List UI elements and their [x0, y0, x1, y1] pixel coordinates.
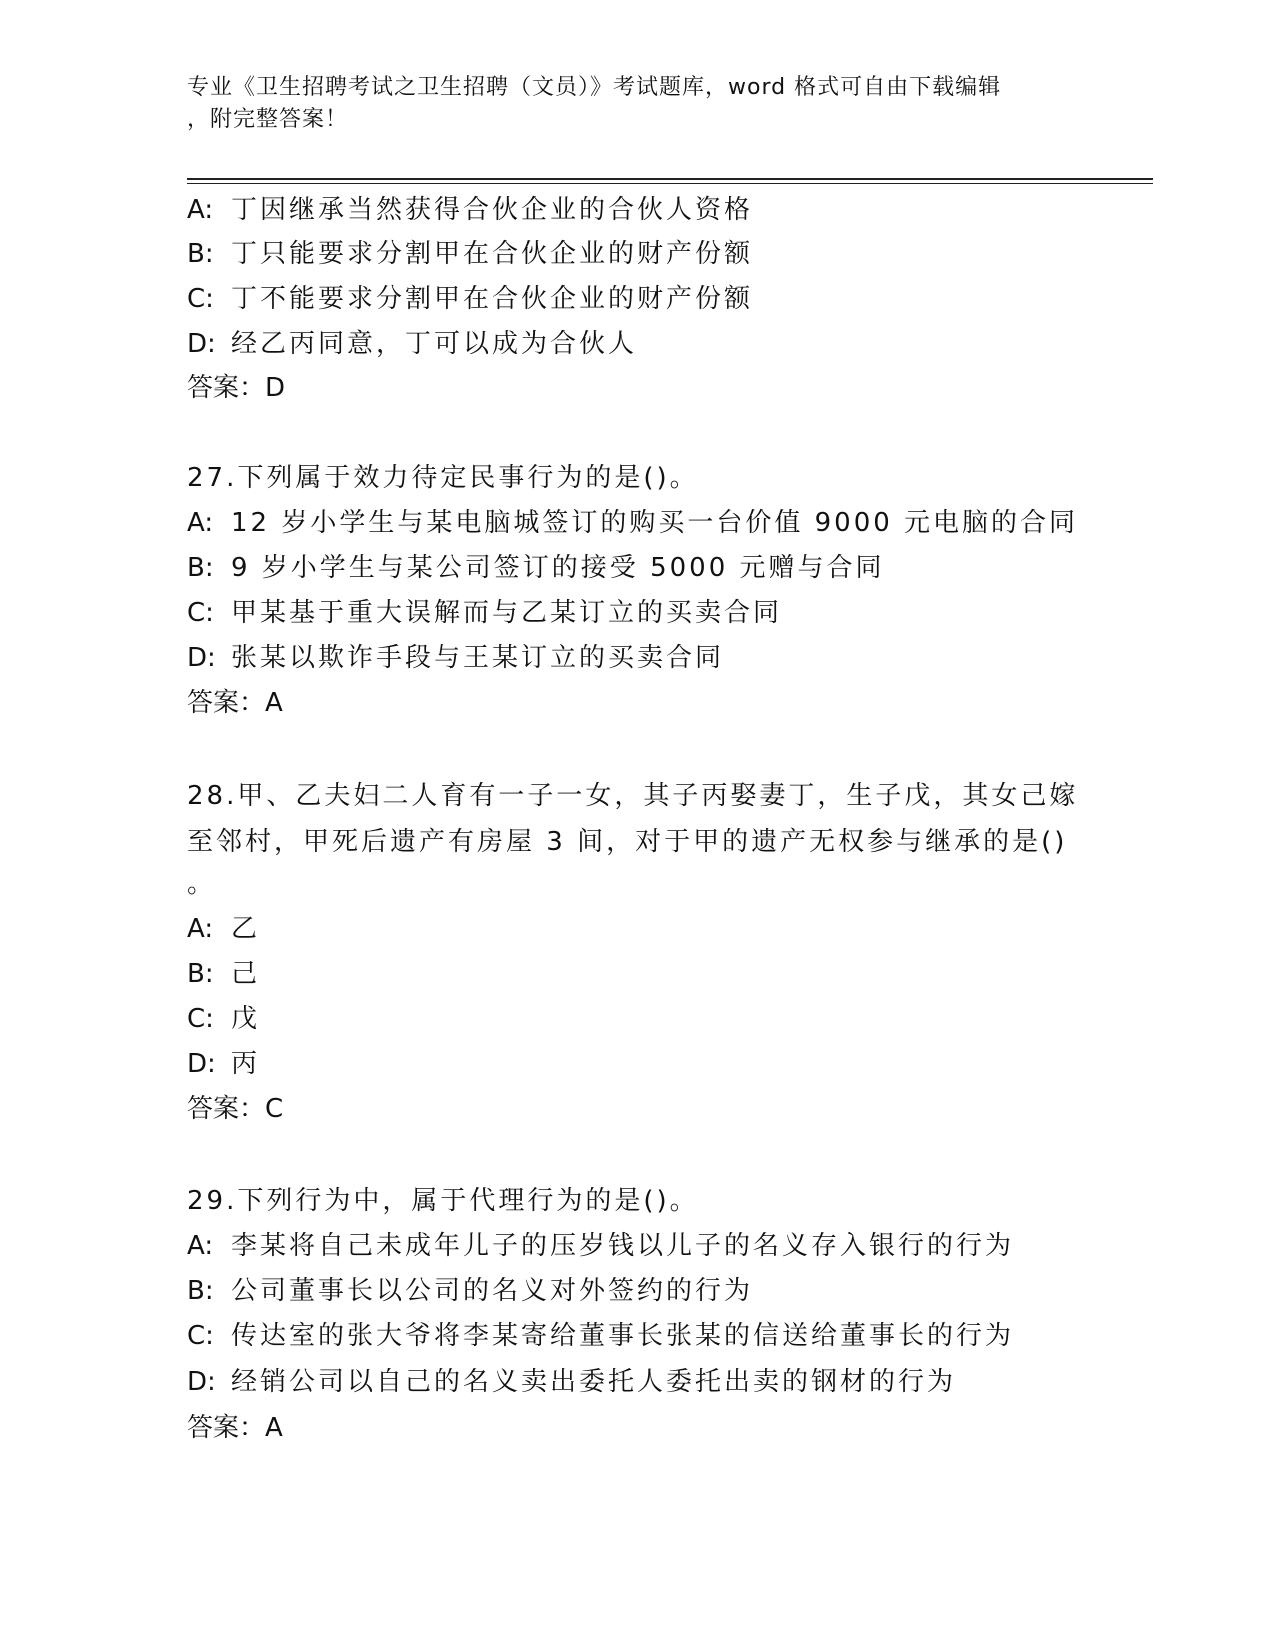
- q27-option-a: [187, 505, 1078, 541]
- q27-option-c: [187, 595, 782, 631]
- option-text: 丙: [231, 1049, 261, 1079]
- q29-option-b: [187, 1273, 753, 1309]
- option-text: 经销公司以自己的名义卖出委托人委托出卖的钢材的行为: [231, 1367, 957, 1397]
- q28-stem-line-2: 至邻村，甲死后遗产有房屋 3 间，对于甲的遗产无权参与继承的是(): [187, 827, 1068, 857]
- option-label: A:: [187, 1231, 214, 1261]
- q26-option-b: [187, 236, 753, 272]
- option-label: C:: [187, 1004, 214, 1034]
- q28-option-c: [187, 1001, 260, 1037]
- header-divider-thick: [187, 178, 1153, 180]
- option-label: C:: [187, 284, 214, 314]
- q29-option-a: [187, 1228, 1014, 1264]
- q29-stem: 29.下列行为中，属于代理行为的是()。: [187, 1186, 699, 1216]
- q28-answer: 答案：C: [187, 1094, 284, 1124]
- q28-option-d: [187, 1046, 260, 1082]
- q27-option-d: [187, 640, 724, 676]
- option-label: D:: [187, 643, 216, 673]
- q29-option-c: [187, 1318, 1014, 1354]
- q28-stem-line-1: 28.甲、乙夫妇二人育有一子一女，其子丙娶妻丁，生子戊，其女己嫁: [187, 781, 1079, 811]
- option-text: 张某以欺诈手段与王某订立的买卖合同: [231, 643, 725, 673]
- option-label: B:: [187, 1276, 214, 1306]
- option-text: 戊: [231, 1004, 261, 1034]
- option-label: A:: [187, 914, 214, 944]
- option-text: 李某将自己未成年儿子的压岁钱以儿子的名义存入银行的行为: [231, 1231, 1015, 1261]
- option-text: 9 岁小学生与某公司签订的接受 5000 元赠与合同: [231, 553, 885, 583]
- option-label: C:: [187, 598, 214, 628]
- option-text: 传达室的张大爷将李某寄给董事长张某的信送给董事长的行为: [231, 1321, 1015, 1351]
- option-text: 丁只能要求分割甲在合伙企业的财产份额: [231, 239, 754, 269]
- option-text: 己: [231, 959, 261, 989]
- option-label: B:: [187, 553, 214, 583]
- page-header: [187, 72, 1087, 136]
- header-line-1: 专业《卫生招聘考试之卫生招聘（文员）》考试题库，word 格式可自由下载编辑: [187, 75, 1002, 100]
- option-label: A:: [187, 508, 214, 538]
- header-line-2: ，附完整答案！: [187, 107, 349, 132]
- option-text: 丁不能要求分割甲在合伙企业的财产份额: [231, 284, 754, 314]
- q26-option-a: [187, 192, 753, 228]
- option-label: D:: [187, 1367, 216, 1397]
- q28-option-a: [187, 911, 260, 947]
- header-divider-thin: [187, 183, 1153, 184]
- q27-stem: 27.下列属于效力待定民事行为的是()。: [187, 463, 699, 493]
- option-label: B:: [187, 239, 214, 269]
- option-label: C:: [187, 1321, 214, 1351]
- q29-answer: 答案：A: [187, 1413, 283, 1443]
- option-label: D:: [187, 329, 216, 359]
- option-text: 12 岁小学生与某电脑城签订的购买一台价值 9000 元电脑的合同: [231, 508, 1079, 538]
- q26-option-c: [187, 281, 753, 317]
- q27-option-b: [187, 550, 885, 586]
- q28-stem-line-3: 。: [187, 869, 217, 899]
- option-label: B:: [187, 959, 214, 989]
- q29-option-d: [187, 1364, 956, 1400]
- q26-option-d: [187, 326, 637, 362]
- q28-option-b: [187, 956, 260, 992]
- option-text: 经乙丙同意，丁可以成为合伙人: [231, 329, 638, 359]
- option-label: D:: [187, 1049, 216, 1079]
- option-text: 甲某基于重大误解而与乙某订立的买卖合同: [231, 598, 783, 628]
- option-text: 丁因继承当然获得合伙企业的合伙人资格: [231, 195, 754, 225]
- option-text: 公司董事长以公司的名义对外签约的行为: [231, 1276, 754, 1306]
- q27-answer: 答案：A: [187, 688, 283, 718]
- q26-answer: 答案：D: [187, 373, 286, 403]
- option-text: 乙: [231, 914, 261, 944]
- option-label: A:: [187, 195, 214, 225]
